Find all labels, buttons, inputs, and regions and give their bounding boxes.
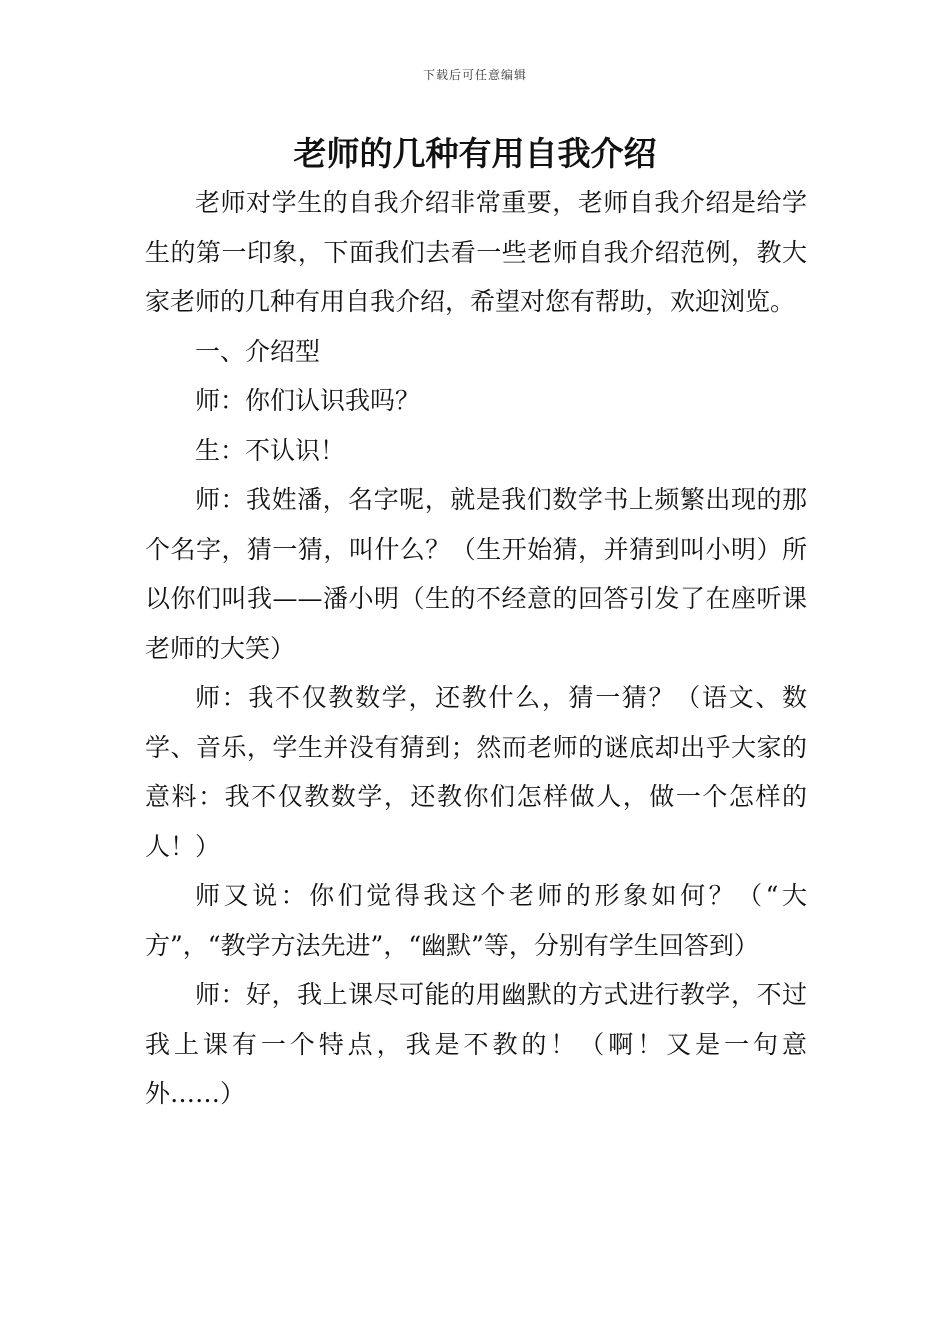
dialogue-paragraph: 师：我姓潘，名字呢，就是我们数学书上频繁出现的那个名字，猜一猜，叫什么？（生开始猜，并猜到叫小明）所以你们叫我——潘小明（生的不经意的回答引发了在座听课老师的大笑）: [145, 485, 807, 663]
intro-paragraph: 老师对学生的自我介绍非常重要，老师自我介绍是给学生的第一印象，下面我们去看一些老师自我介绍范例，教大家老师的几种有用自我介绍，希望对您有帮助，欢迎浏览。: [145, 188, 807, 316]
section-heading: 一、介绍型: [195, 336, 321, 366]
header-note: 下载后可任意编辑: [422, 68, 527, 82]
dialogue-paragraph: 师又说：你们觉得我这个老师的形象如何？（“大方”，“教学方法先进”，“幽默”等，分别有学生回答到）: [145, 881, 807, 960]
dialogue-paragraph: 师：我不仅教数学，还教什么，猜一猜？（语文、数学、音乐，学生并没有猜到；然而老师的谜底却出乎大家的意料：我不仅教数学，还教你们怎样做人，做一个怎样的人！）: [145, 683, 807, 861]
dialogue-line: 师：你们认识我吗？: [195, 386, 421, 415]
dialogue-line: 生：不认识！: [195, 435, 346, 465]
document-body: [145, 178, 807, 1119]
dialogue-paragraph: 师：好，我上课尽可能的用幽默的方式进行教学，不过我上课有一个特点，我是不教的！（啊！又是一句意外……）: [145, 980, 807, 1108]
document-title: 老师的几种有用自我介绍: [293, 134, 657, 173]
